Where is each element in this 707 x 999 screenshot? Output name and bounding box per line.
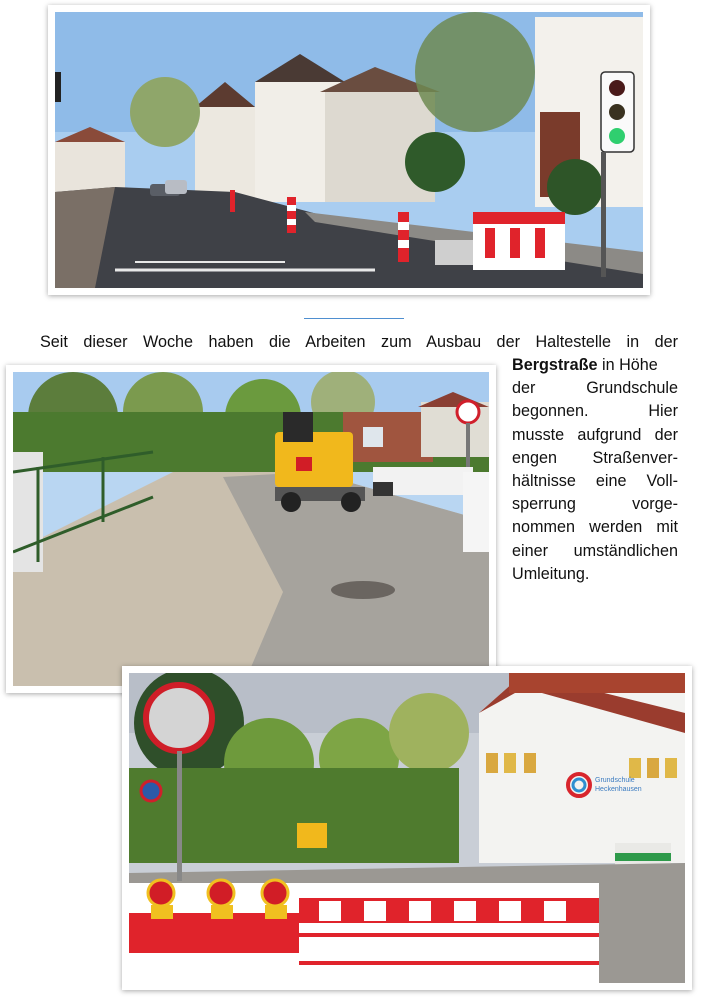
body-text: sperrung vorge-	[512, 495, 678, 514]
body-text: begonnen. Hier	[512, 402, 678, 421]
body-text: musste aufgrund der	[512, 425, 678, 444]
body-text: der Grundschule	[512, 379, 678, 398]
photo-construction-excavator	[6, 365, 496, 693]
street-name-bold: Bergstraße	[512, 356, 598, 374]
body-text: nommen werden mit	[512, 518, 678, 537]
body-text: engen Straßenver-	[512, 448, 678, 467]
section-divider	[304, 318, 404, 319]
article-body-column	[512, 354, 678, 586]
body-text: einer umständlichen	[512, 541, 678, 560]
body-text: hältnisse eine Voll-	[512, 472, 678, 491]
intro-paragraph-line: Seit dieser Woche haben die Arbeiten zum Ausbau der Haltestelle in der	[40, 333, 678, 351]
body-text: in Höhe	[597, 356, 658, 374]
school-sign-line1: Grundschule	[595, 777, 635, 784]
school-sign-line2: Heckenhausen	[595, 786, 642, 793]
photo-road-closure-school	[122, 666, 692, 990]
body-text: Umleitung.	[512, 564, 590, 583]
photo-street-traffic-light	[48, 5, 650, 295]
